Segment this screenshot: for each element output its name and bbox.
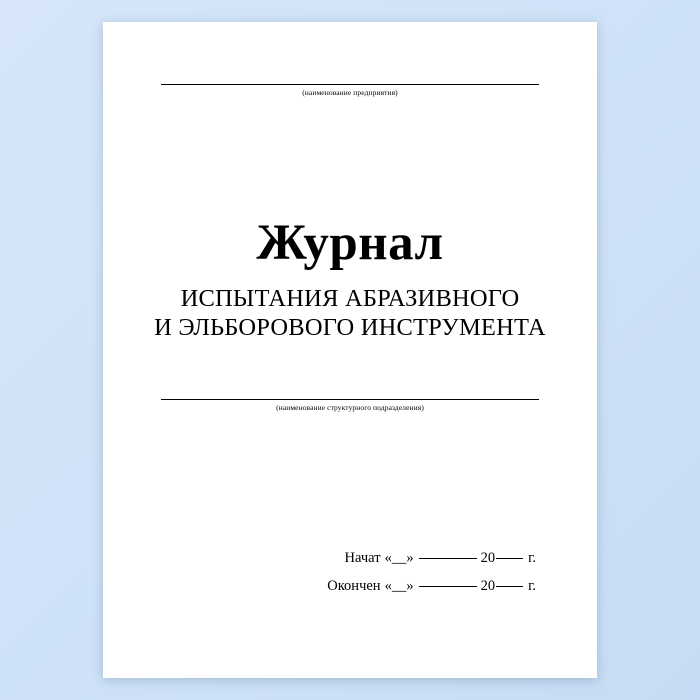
- enterprise-name-field: [161, 84, 539, 97]
- finished-date-row: [103, 572, 597, 600]
- journal-cover-page: [103, 22, 597, 678]
- subdivision-name-caption: (наименование структурного подразделения): [276, 403, 424, 412]
- started-day-quotes: «__»: [384, 550, 414, 566]
- finished-year-suffix: г.: [528, 578, 536, 594]
- started-month-blank: [419, 558, 477, 559]
- page-title: Журнал: [256, 215, 444, 271]
- page-subtitle-line-2: И ЭЛЬБОРОВОГО ИНСТРУМЕНТА: [154, 314, 546, 341]
- enterprise-name-caption: (наименование предприятия): [302, 88, 398, 97]
- started-label: Начат: [344, 550, 381, 566]
- finished-year-prefix: 20: [480, 578, 496, 594]
- started-date-row: [103, 544, 597, 572]
- finished-day-quotes: «__»: [384, 578, 414, 594]
- finished-year-blank: [496, 586, 523, 587]
- page-subtitle-line-1: ИСПЫТАНИЯ АБРАЗИВНОГО: [180, 285, 520, 312]
- started-year-suffix: г.: [528, 550, 536, 566]
- started-year-prefix: 20: [480, 550, 496, 566]
- date-fields: [103, 544, 597, 600]
- subdivision-name-field: [161, 399, 539, 412]
- started-year-blank: [496, 558, 523, 559]
- page-subtitle: [103, 284, 597, 342]
- finished-label: Окончен: [327, 578, 381, 594]
- enterprise-name-rule: [161, 84, 539, 85]
- finished-month-blank: [419, 586, 477, 587]
- subdivision-name-rule: [161, 399, 539, 400]
